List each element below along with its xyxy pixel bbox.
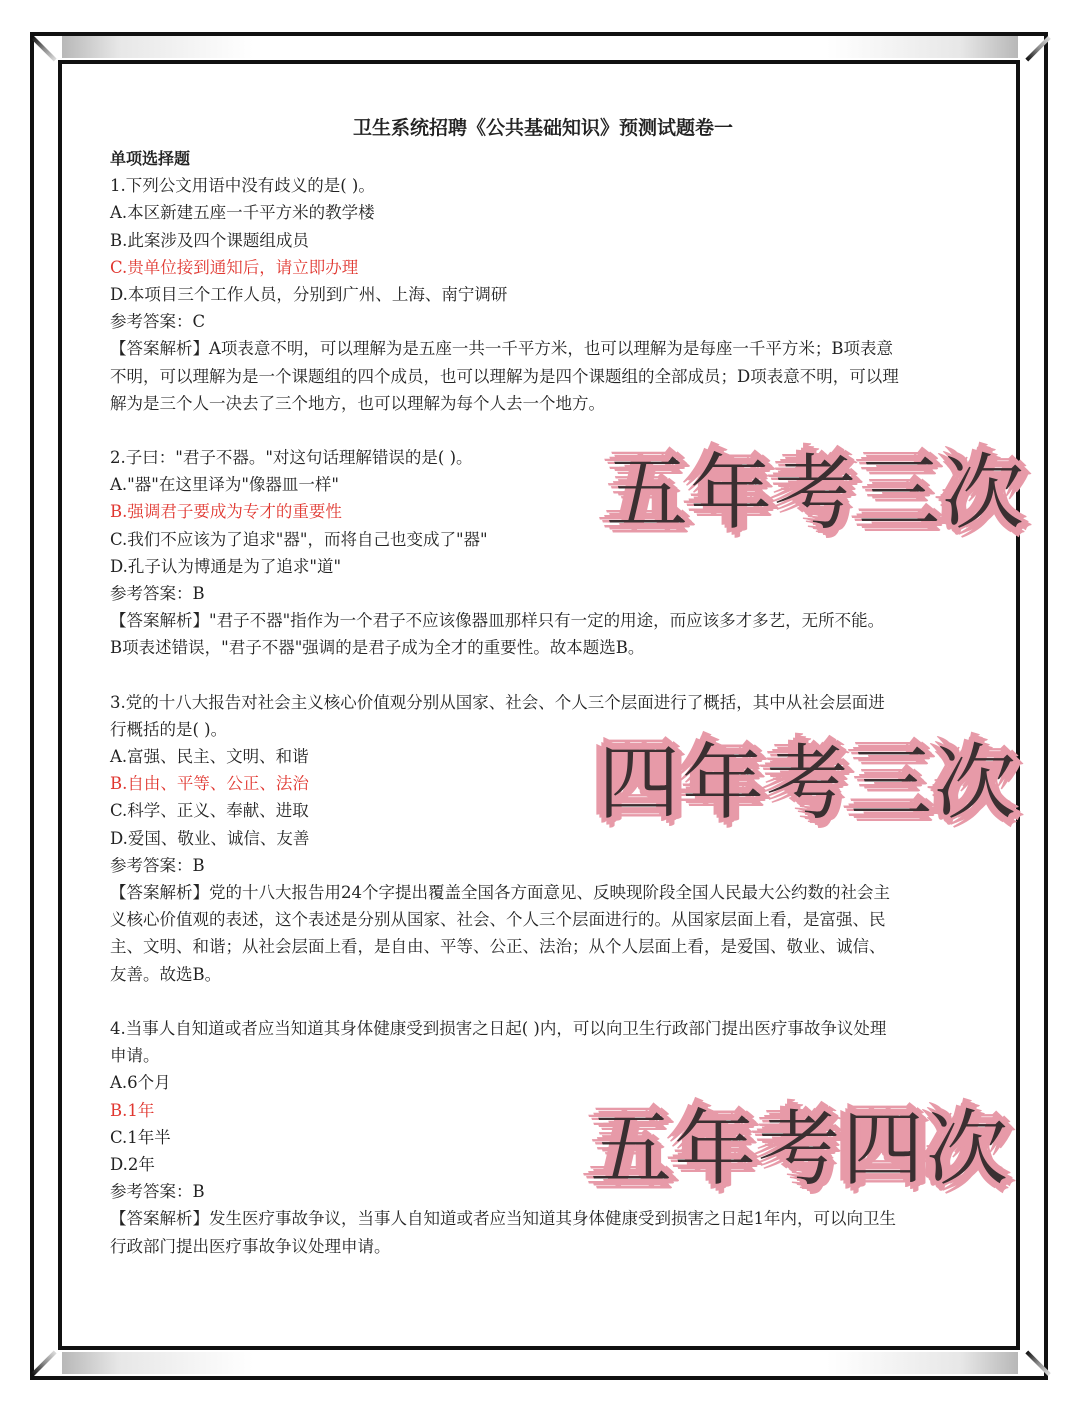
reference-answer: 参考答案：C (110, 312, 206, 332)
answer-analysis-line: 【答案解析】A项表意不明，可以理解为是五座一共一千平方米，也可以理解为是每座一千平方米；B项表意 (110, 339, 894, 359)
document-content (110, 112, 976, 1260)
answer-analysis-line: 解为是三个人一决去了三个地方，也可以理解为每个人去一个地方。 (110, 393, 605, 413)
option: A.6个月 (110, 1073, 171, 1093)
question-block (110, 172, 976, 444)
option-correct: B.强调君子要成为专才的重要性 (110, 502, 342, 522)
option: C.我们不应该为了追求"器"，而将自己也变成了"器" (110, 529, 488, 549)
answer-analysis-line: 【答案解析】党的十八大报告用24个字提出覆盖全国各方面意见、反映现阶段全国人民最大公约数的社会主 (110, 883, 890, 903)
frame-shade-bottom (62, 1352, 1018, 1374)
question-stem-line: 1.下列公文用语中没有歧义的是( )。 (110, 176, 375, 196)
answer-analysis-line: 友善。故选B。 (110, 964, 222, 984)
question-stem-line: 4.当事人自知道或者应当知道其身体健康受到损害之日起( )内，可以向卫生行政部门提出医疗事故争议处理 (110, 1018, 887, 1038)
option: D.2年 (110, 1154, 155, 1174)
frame-shade-top (62, 36, 1018, 58)
question-stem-line: 行概括的是( )。 (110, 719, 228, 739)
answer-analysis-line: 主、文明、和谐；从社会层面上看，是自由、平等、公正、法治；从个人层面上看，是爱国、敬业、诚信、 (110, 937, 886, 957)
answer-analysis-line: 【答案解析】发生医疗事故争议，当事人自知道或者应当知道其身体健康受到损害之日起1年内，可以向卫生 (110, 1209, 896, 1229)
option-correct: B.1年 (110, 1100, 155, 1120)
option: A."器"在这里译为"像器皿一样" (110, 475, 340, 495)
answer-analysis-line: 不明，可以理解为是一个课题组的四个成员，也可以理解为是四个课题组的全部成员；D项表意不明，可以理 (110, 366, 899, 386)
option: C.1年半 (110, 1127, 171, 1147)
answer-analysis-line: 义核心价值观的表述，这个表述是分别从国家、社会、个人三个层面进行的。从国家层面上看，是富强、民 (110, 910, 886, 930)
option: B.此案涉及四个课题组成员 (110, 230, 309, 250)
option: A.本区新建五座一千平方米的教学楼 (110, 203, 375, 223)
spacer (110, 662, 976, 689)
question-stem-line: 3.党的十八大报告对社会主义核心价值观分别从国家、社会、个人三个层面进行了概括，其中从社会层面进 (110, 692, 885, 712)
stamp-3: 五年考四次 (590, 1102, 1011, 1197)
stamp-1: 五年考三次 (606, 446, 1027, 541)
answer-analysis-line: 【答案解析】"君子不器"指作为一个君子不应该像器皿那样只有一定的用途，而应该多才多艺，无所不能。 (110, 611, 885, 631)
question-stem-line: 2.子曰："君子不器。"对这句话理解错误的是( )。 (110, 448, 473, 468)
option: D.爱国、敬业、诚信、友善 (110, 828, 310, 848)
question-stem-line: 申请。 (110, 1046, 160, 1066)
question-list (110, 172, 976, 1260)
document-title: 卫生系统招聘《公共基础知识》预测试题卷一 (352, 117, 733, 139)
answer-analysis-line: 行政部门提出医疗事故争议处理申请。 (110, 1236, 391, 1256)
spacer (110, 988, 976, 1015)
spacer (110, 417, 976, 444)
option: D.孔子认为博通是为了追求"道" (110, 556, 342, 576)
stamp-2: 四年考三次 (598, 736, 1019, 831)
reference-answer: 参考答案：B (110, 584, 205, 604)
option: A.富强、民主、文明、和谐 (110, 747, 309, 767)
section-heading: 单项选择题 (110, 149, 191, 168)
answer-analysis-line: B项表述错误，"君子不器"强调的是君子成为全才的重要性。故本题选B。 (110, 638, 645, 658)
reference-answer: 参考答案：B (110, 855, 205, 875)
option-correct: B.自由、平等、公正、法治 (110, 774, 309, 794)
option-correct: C.贵单位接到通知后，请立即办理 (110, 257, 359, 277)
option: D.本项目三个工作人员，分别到广州、上海、南宁调研 (110, 285, 508, 305)
option: C.科学、正义、奉献、进取 (110, 801, 309, 821)
reference-answer: 参考答案：B (110, 1182, 205, 1202)
